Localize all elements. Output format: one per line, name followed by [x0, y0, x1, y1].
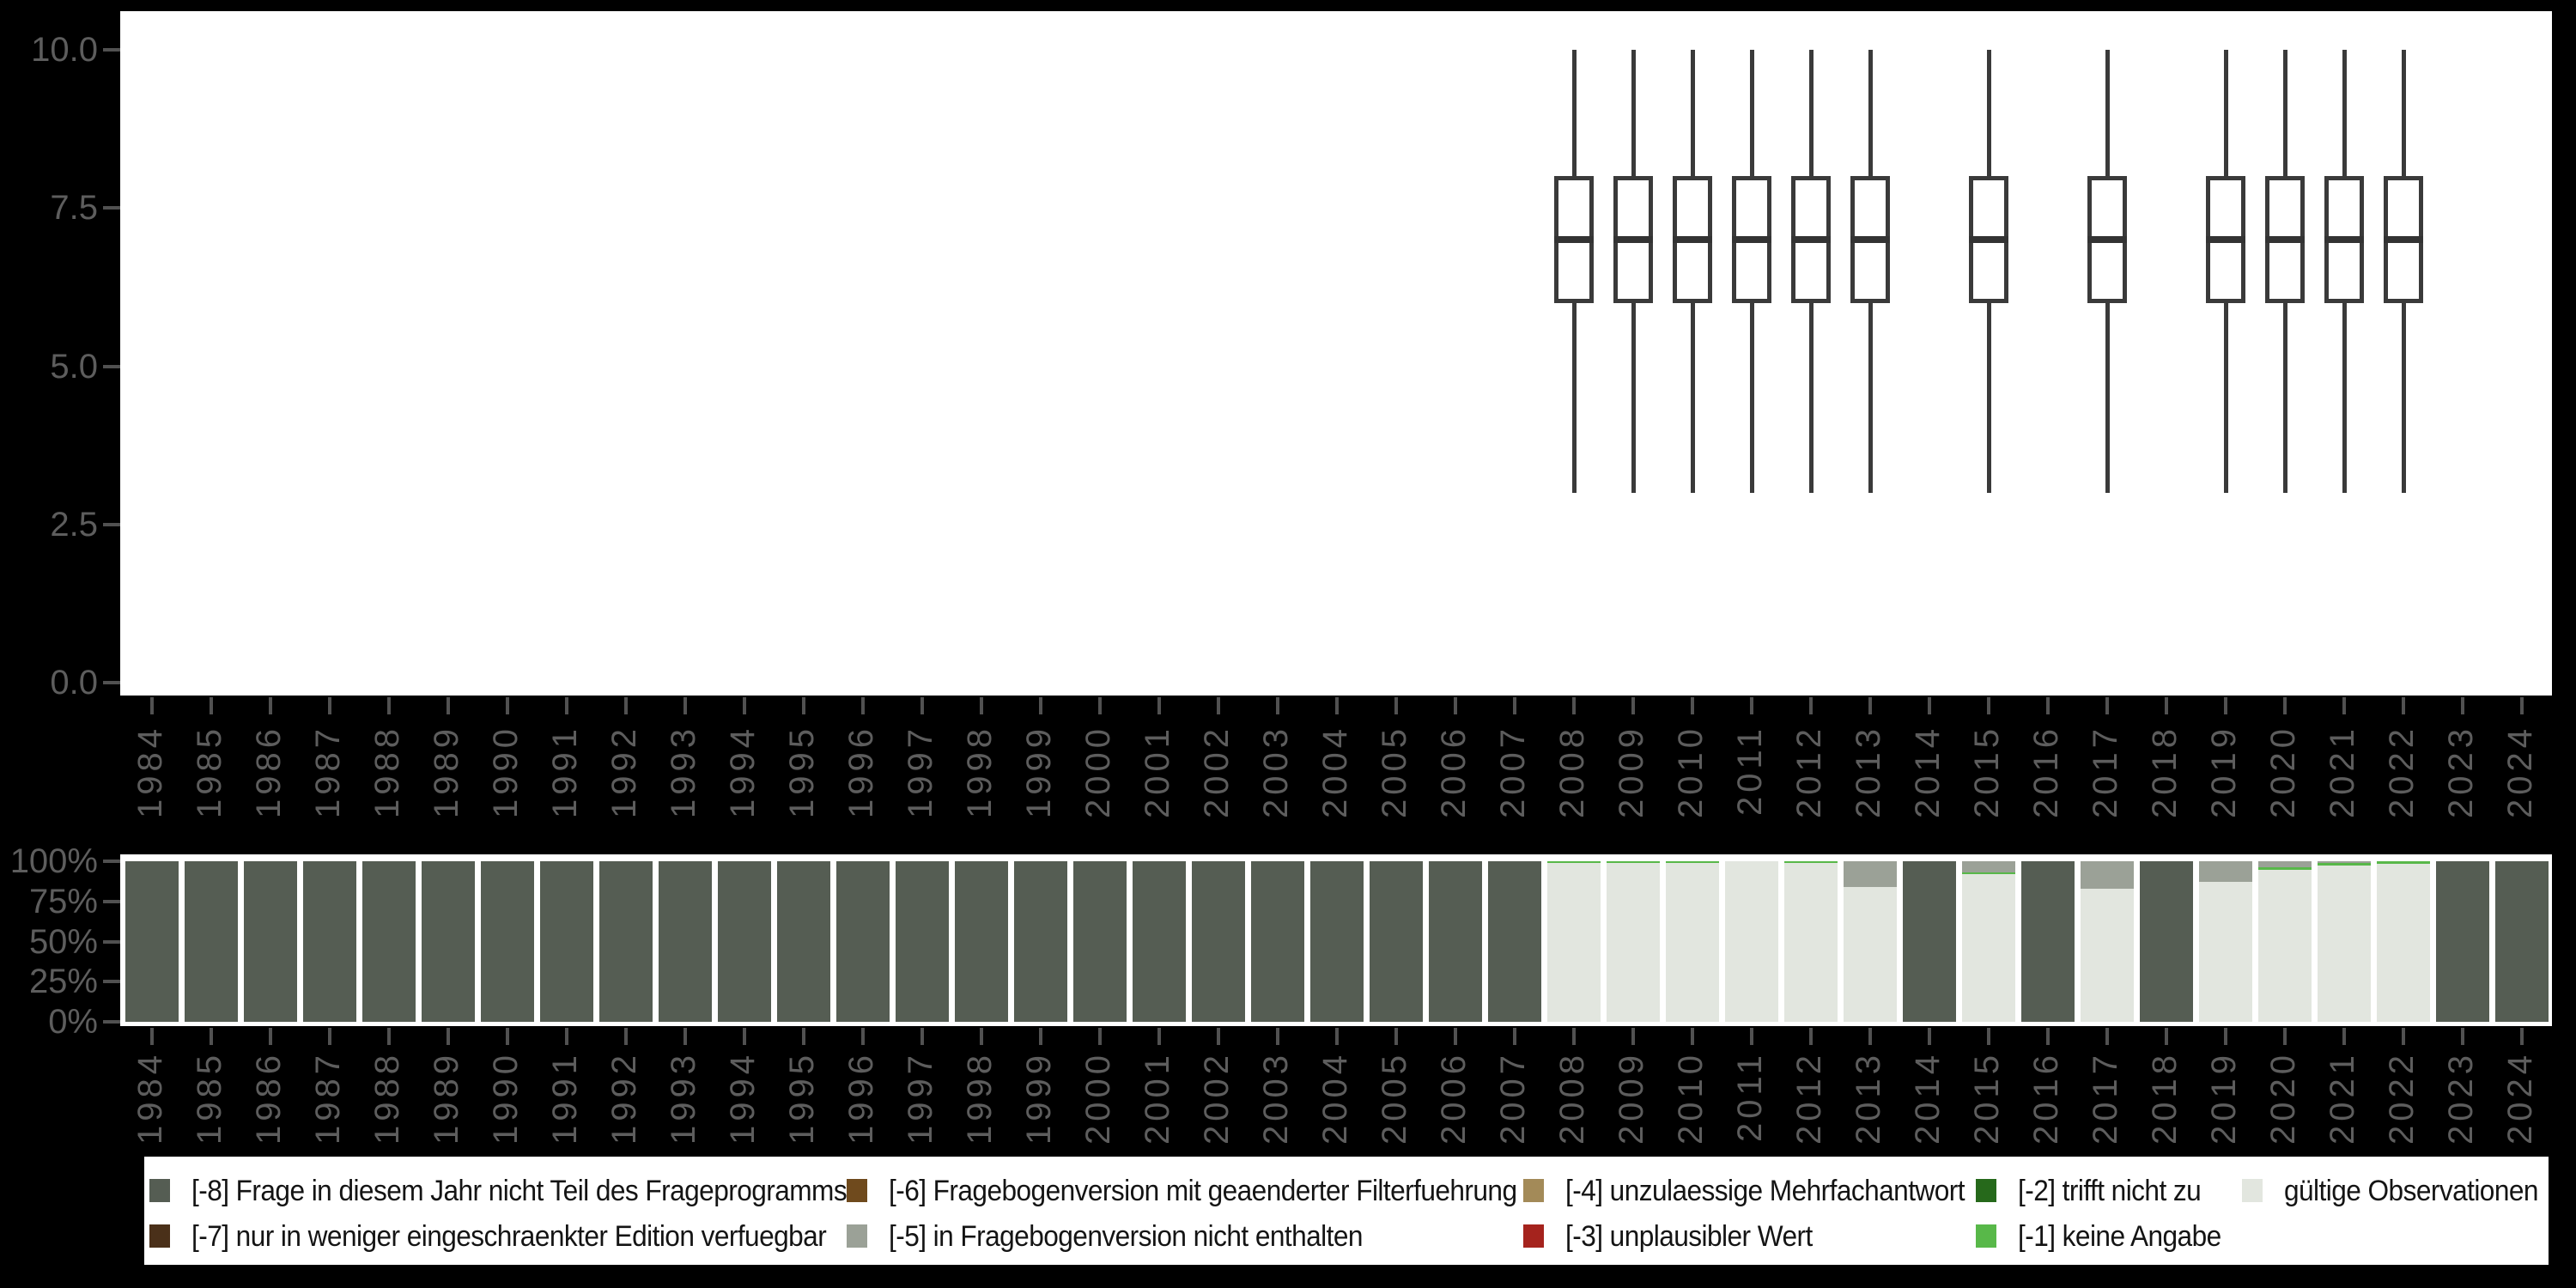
- y-axis-tick: [103, 940, 120, 944]
- bar-segment: [1903, 861, 1956, 1022]
- y-axis-tick: [103, 48, 120, 52]
- x-axis-tick: [1157, 697, 1161, 714]
- bar-segment: [125, 861, 179, 1022]
- legend-label: [-7] nur in weniger eingeschraenkter Edition verfuegbar: [191, 1220, 827, 1253]
- y-axis-tick: [103, 860, 120, 863]
- bar-segment: [2495, 861, 2549, 1022]
- y-axis-tick: [103, 1020, 120, 1024]
- x-axis-year-label: 2015: [1968, 1051, 2006, 1145]
- y-axis-tick: [103, 365, 120, 368]
- legend-label: [-6] Fragebogenversion mit geaenderter Filterfuehrung: [889, 1175, 1517, 1207]
- x-axis-tick: [1868, 697, 1872, 714]
- x-axis-tick: [980, 1028, 983, 1045]
- x-axis-tick: [743, 697, 746, 714]
- x-axis-year-label: 2007: [1494, 725, 1532, 818]
- x-axis-tick: [1335, 1028, 1339, 1045]
- x-axis-tick: [1276, 697, 1279, 714]
- x-axis-tick: [150, 1028, 154, 1045]
- bar-segment: [1725, 861, 1778, 1022]
- x-axis-year-label: 2023: [2442, 725, 2480, 818]
- box-median: [2384, 236, 2423, 243]
- legend-swatch: [149, 1179, 170, 1202]
- x-axis-tick: [743, 1028, 746, 1045]
- y-axis-tick-label: 0.0: [50, 664, 98, 702]
- x-axis-tick: [1276, 1028, 1279, 1045]
- bar-segment: [2318, 866, 2371, 1022]
- x-axis-year-label: 2024: [2501, 1051, 2539, 1145]
- x-axis-tick: [210, 697, 213, 714]
- x-axis-tick: [1631, 1028, 1635, 1045]
- bar-segment: [303, 861, 356, 1022]
- bar-segment: [2377, 864, 2430, 1022]
- x-axis-year-label: 2024: [2501, 725, 2539, 818]
- x-axis-tick: [1335, 697, 1339, 714]
- bar-segment: [1133, 861, 1186, 1022]
- x-axis-year-label: 2002: [1198, 1051, 1236, 1145]
- bar-segment: [1844, 861, 1897, 887]
- x-axis-tick: [1750, 697, 1753, 714]
- bar-segment: [2436, 861, 2489, 1022]
- legend-swatch: [2242, 1179, 2263, 1202]
- x-axis-year-label: 2018: [2146, 1051, 2184, 1145]
- x-axis-year-label: 2000: [1079, 725, 1117, 818]
- bar-segment: [955, 861, 1008, 1022]
- x-axis-tick: [1394, 697, 1398, 714]
- x-axis-tick: [150, 697, 154, 714]
- x-axis-tick: [565, 697, 568, 714]
- x-axis-year-label: 2013: [1850, 1051, 1887, 1145]
- bar-segment: [2081, 889, 2134, 1022]
- x-axis-year-label: 1988: [368, 1051, 406, 1145]
- x-axis-tick: [2342, 697, 2346, 714]
- x-axis-tick: [565, 1028, 568, 1045]
- x-axis-tick: [683, 697, 687, 714]
- x-axis-tick: [1157, 1028, 1161, 1045]
- box-median: [1673, 236, 1712, 243]
- bar-segment: [1607, 863, 1660, 1022]
- bar-segment: [1547, 863, 1601, 1022]
- box-median: [1850, 236, 1890, 243]
- x-axis-tick: [1928, 697, 1931, 714]
- x-axis-tick: [1691, 697, 1694, 714]
- x-axis-tick: [2461, 1028, 2464, 1045]
- x-axis-year-label: 2021: [2324, 1051, 2361, 1145]
- x-axis-year-label: 1994: [724, 1051, 762, 1145]
- x-axis-year-label: 2022: [2383, 725, 2421, 818]
- x-axis-tick: [2165, 697, 2168, 714]
- y-axis-tick: [103, 523, 120, 526]
- x-axis-year-label: 1990: [487, 725, 525, 818]
- legend-swatch: [847, 1179, 867, 1202]
- y-axis-tick-label: 75%: [28, 882, 98, 920]
- bar-segment: [2258, 867, 2312, 870]
- box-median: [1791, 236, 1831, 243]
- x-axis-year-label: 1990: [487, 1051, 525, 1145]
- legend-label: [-4] unzulaessige Mehrfachantwort: [1565, 1175, 1965, 1207]
- bar-segment: [1429, 861, 1482, 1022]
- box-median: [1613, 236, 1653, 243]
- x-axis-tick: [1750, 1028, 1753, 1045]
- bar-segment: [896, 861, 949, 1022]
- x-axis-tick: [269, 1028, 272, 1045]
- x-axis-year-label: 1996: [842, 1051, 880, 1145]
- x-axis-tick: [2283, 697, 2287, 714]
- x-axis-year-label: 2002: [1198, 725, 1236, 818]
- y-axis-tick: [103, 980, 120, 983]
- x-axis-year-label: 1986: [250, 1051, 288, 1145]
- x-axis-tick: [2165, 1028, 2168, 1045]
- x-axis-tick: [1513, 697, 1516, 714]
- x-axis-year-label: 2005: [1376, 1051, 1413, 1145]
- x-axis-year-label: 2008: [1553, 1051, 1591, 1145]
- y-axis-tick-label: 7.5: [50, 189, 98, 228]
- x-axis-tick: [1098, 1028, 1102, 1045]
- box-median: [1969, 236, 2008, 243]
- bar-segment: [1784, 861, 1838, 863]
- x-axis-year-label: 2023: [2442, 1051, 2480, 1145]
- bar-segment: [1547, 861, 1601, 863]
- x-axis-tick: [802, 1028, 805, 1045]
- bar-segment: [2140, 861, 2193, 1022]
- bar-segment: [1844, 887, 1897, 1022]
- legend-swatch: [1976, 1224, 1996, 1248]
- legend-label: [-5] in Fragebogenversion nicht enthalten: [889, 1220, 1363, 1253]
- bar-segment: [1488, 861, 1541, 1022]
- x-axis-year-label: 1996: [842, 725, 880, 818]
- y-axis-tick-label: 5.0: [50, 347, 98, 386]
- x-axis-year-label: 1992: [605, 1051, 643, 1145]
- box-median: [1732, 236, 1771, 243]
- bar-segment: [362, 861, 416, 1022]
- x-axis-year-label: 2003: [1257, 725, 1295, 818]
- x-axis-year-label: 1994: [724, 725, 762, 818]
- legend-label: [-1] keine Angabe: [2018, 1220, 2221, 1253]
- bar-segment: [422, 861, 475, 1022]
- x-axis-year-label: 2015: [1968, 725, 2006, 818]
- bar-segment: [1784, 863, 1838, 1022]
- x-axis-year-label: 1987: [309, 725, 347, 818]
- x-axis-tick: [1217, 697, 1220, 714]
- x-axis-tick: [269, 697, 272, 714]
- bar-segment: [1014, 861, 1067, 1022]
- x-axis-year-label: 2012: [1790, 1051, 1828, 1145]
- x-axis-year-label: 1992: [605, 725, 643, 818]
- x-axis-year-label: 2019: [2205, 725, 2243, 818]
- bar-segment: [1962, 872, 2015, 874]
- x-axis-tick: [2224, 697, 2227, 714]
- x-axis-tick: [980, 697, 983, 714]
- bar-segment: [2199, 861, 2252, 882]
- x-axis-year-label: 2004: [1316, 725, 1354, 818]
- x-axis-year-label: 1989: [428, 1051, 465, 1145]
- x-axis-tick: [624, 1028, 628, 1045]
- x-axis-tick: [2224, 1028, 2227, 1045]
- y-axis-tick-label: 100%: [9, 842, 98, 880]
- x-axis-tick: [1039, 1028, 1042, 1045]
- legend-swatch: [847, 1224, 867, 1248]
- bar-segment: [599, 861, 653, 1022]
- x-axis-year-label: 1984: [131, 1051, 169, 1145]
- x-axis-tick: [506, 1028, 509, 1045]
- x-axis-year-label: 2014: [1909, 1051, 1947, 1145]
- box-median: [1554, 236, 1594, 243]
- x-axis-year-label: 2018: [2146, 725, 2184, 818]
- x-axis-year-label: 1995: [783, 725, 821, 818]
- x-axis-tick: [1691, 1028, 1694, 1045]
- bar-segment: [2081, 861, 2134, 889]
- bar-segment: [2258, 870, 2312, 1022]
- x-axis-year-label: 2007: [1494, 1051, 1532, 1145]
- x-axis-year-label: 2001: [1139, 725, 1176, 818]
- x-axis-year-label: 2008: [1553, 725, 1591, 818]
- x-axis-year-label: 2000: [1079, 1051, 1117, 1145]
- bar-segment: [2377, 861, 2430, 864]
- x-axis-tick: [1809, 1028, 1813, 1045]
- x-axis-year-label: 2011: [1731, 1051, 1769, 1143]
- x-axis-tick: [447, 1028, 450, 1045]
- bar-segment: [1607, 861, 1660, 863]
- x-axis-year-label: 2021: [2324, 725, 2361, 818]
- x-axis-year-label: 1995: [783, 1051, 821, 1145]
- boxplot-panel: [120, 11, 2552, 696]
- x-axis-tick: [802, 697, 805, 714]
- legend-swatch: [1976, 1179, 1996, 1202]
- x-axis-year-label: 1993: [665, 1051, 702, 1145]
- bar-segment: [836, 861, 890, 1022]
- legend-label: gültige Observationen: [2284, 1175, 2538, 1207]
- x-axis-tick: [1987, 697, 1990, 714]
- x-axis-tick: [1572, 697, 1576, 714]
- x-axis-tick: [387, 697, 391, 714]
- x-axis-tick: [328, 697, 331, 714]
- x-axis-year-label: 1984: [131, 725, 169, 818]
- x-axis-tick: [1394, 1028, 1398, 1045]
- x-axis-year-label: 1989: [428, 725, 465, 818]
- legend-label: [-3] unplausibler Wert: [1565, 1220, 1813, 1253]
- legend-swatch: [1523, 1179, 1544, 1202]
- y-axis-tick: [103, 681, 120, 684]
- x-axis-year-label: 2019: [2205, 1051, 2243, 1145]
- x-axis-tick: [447, 697, 450, 714]
- stacked-bar-panel: [120, 854, 2552, 1026]
- x-axis-year-label: 1997: [902, 725, 939, 818]
- x-axis-tick: [1039, 697, 1042, 714]
- x-axis-year-label: 1991: [546, 1051, 584, 1145]
- bar-segment: [1073, 861, 1127, 1022]
- y-axis-tick-label: 0%: [48, 1003, 98, 1041]
- x-axis-tick: [861, 697, 865, 714]
- x-axis-tick: [2105, 1028, 2109, 1045]
- x-axis-year-label: 2014: [1909, 725, 1947, 818]
- x-axis-year-label: 2010: [1672, 1051, 1710, 1145]
- x-axis-year-label: 1987: [309, 1051, 347, 1145]
- x-axis-year-label: 2022: [2383, 1051, 2421, 1145]
- bar-segment: [1666, 861, 1719, 863]
- bar-segment: [1962, 861, 2015, 872]
- x-axis-year-label: 2011: [1731, 725, 1769, 817]
- x-axis-year-label: 1997: [902, 1051, 939, 1145]
- x-axis-year-label: 2016: [2027, 725, 2065, 818]
- bar-segment: [481, 861, 534, 1022]
- x-axis-tick: [2520, 1028, 2524, 1045]
- x-axis-tick: [2520, 697, 2524, 714]
- x-axis-year-label: 1985: [191, 725, 228, 818]
- bar-segment: [2258, 861, 2312, 867]
- x-axis-year-label: 2017: [2087, 725, 2124, 818]
- x-axis-year-label: 1988: [368, 725, 406, 818]
- x-axis-year-label: 2016: [2027, 1051, 2065, 1145]
- x-axis-year-label: 2006: [1435, 725, 1473, 818]
- x-axis-tick: [2046, 697, 2050, 714]
- x-axis-tick: [1454, 1028, 1457, 1045]
- x-axis-tick: [2105, 697, 2109, 714]
- bar-segment: [1251, 861, 1304, 1022]
- x-axis-tick: [2402, 697, 2405, 714]
- x-axis-tick: [1454, 697, 1457, 714]
- x-axis-year-label: 1999: [1020, 1051, 1058, 1145]
- y-axis-tick-label: 2.5: [50, 505, 98, 544]
- y-axis-tick: [103, 206, 120, 210]
- bar-segment: [1310, 861, 1364, 1022]
- x-axis-tick: [920, 1028, 924, 1045]
- x-axis-year-label: 2004: [1316, 1051, 1354, 1145]
- x-axis-year-label: 2013: [1850, 725, 1887, 818]
- x-axis-year-label: 1999: [1020, 725, 1058, 818]
- bar-segment: [1666, 863, 1719, 1022]
- y-axis-tick: [103, 900, 120, 903]
- x-axis-tick: [2046, 1028, 2050, 1045]
- x-axis-year-label: 1985: [191, 1051, 228, 1145]
- x-axis-tick: [387, 1028, 391, 1045]
- bar-segment: [2021, 861, 2075, 1022]
- x-axis-tick: [2342, 1028, 2346, 1045]
- x-axis-year-label: 2020: [2264, 1051, 2302, 1145]
- bar-segment: [2318, 863, 2371, 866]
- bar-segment: [1370, 861, 1423, 1022]
- x-axis-tick: [624, 697, 628, 714]
- x-axis-year-label: 2012: [1790, 725, 1828, 818]
- x-axis-tick: [2283, 1028, 2287, 1045]
- x-axis-tick: [1631, 697, 1635, 714]
- x-axis-year-label: 2005: [1376, 725, 1413, 818]
- y-axis-tick-label: 25%: [28, 963, 98, 1001]
- x-axis-year-label: 2010: [1672, 725, 1710, 818]
- y-axis-tick-label: 50%: [28, 922, 98, 961]
- x-axis-year-label: 1991: [546, 725, 584, 818]
- bar-segment: [185, 861, 238, 1022]
- legend-label: [-2] trifft nicht zu: [2018, 1175, 2202, 1207]
- bar-segment: [540, 861, 593, 1022]
- legend-box: [144, 1157, 2549, 1265]
- x-axis-tick: [920, 697, 924, 714]
- bar-segment: [2318, 861, 2371, 863]
- legend-label: [-8] Frage in diesem Jahr nicht Teil des Frageprogramms: [191, 1175, 848, 1207]
- bar-segment: [2199, 882, 2252, 1022]
- x-axis-year-label: 1986: [250, 725, 288, 818]
- y-axis-tick-label: 10.0: [31, 31, 98, 69]
- x-axis-year-label: 1993: [665, 725, 702, 818]
- x-axis-tick: [210, 1028, 213, 1045]
- x-axis-year-label: 2009: [1613, 1051, 1650, 1145]
- x-axis-year-label: 2001: [1139, 1051, 1176, 1145]
- x-axis-year-label: 2003: [1257, 1051, 1295, 1145]
- x-axis-tick: [1513, 1028, 1516, 1045]
- x-axis-tick: [861, 1028, 865, 1045]
- legend-swatch: [1523, 1224, 1544, 1248]
- x-axis-tick: [683, 1028, 687, 1045]
- x-axis-tick: [1868, 1028, 1872, 1045]
- bar-segment: [718, 861, 771, 1022]
- x-axis-tick: [328, 1028, 331, 1045]
- box-median: [2265, 236, 2305, 243]
- x-axis-tick: [1809, 697, 1813, 714]
- x-axis-tick: [2461, 697, 2464, 714]
- bar-segment: [1192, 861, 1245, 1022]
- bar-segment: [659, 861, 712, 1022]
- x-axis-tick: [1928, 1028, 1931, 1045]
- x-axis-year-label: 2006: [1435, 1051, 1473, 1145]
- bar-segment: [1962, 874, 2015, 1022]
- box-median: [2206, 236, 2245, 243]
- x-axis-year-label: 2020: [2264, 725, 2302, 818]
- x-axis-tick: [2402, 1028, 2405, 1045]
- x-axis-year-label: 1998: [961, 725, 999, 818]
- box-median: [2324, 236, 2364, 243]
- box-median: [2087, 236, 2127, 243]
- legend-swatch: [149, 1224, 170, 1248]
- x-axis-year-label: 2009: [1613, 725, 1650, 818]
- x-axis-tick: [1572, 1028, 1576, 1045]
- x-axis-year-label: 1998: [961, 1051, 999, 1145]
- x-axis-tick: [1987, 1028, 1990, 1045]
- bar-segment: [777, 861, 830, 1022]
- x-axis-tick: [1098, 697, 1102, 714]
- bar-segment: [244, 861, 297, 1022]
- x-axis-year-label: 2017: [2087, 1051, 2124, 1145]
- x-axis-tick: [506, 697, 509, 714]
- x-axis-tick: [1217, 1028, 1220, 1045]
